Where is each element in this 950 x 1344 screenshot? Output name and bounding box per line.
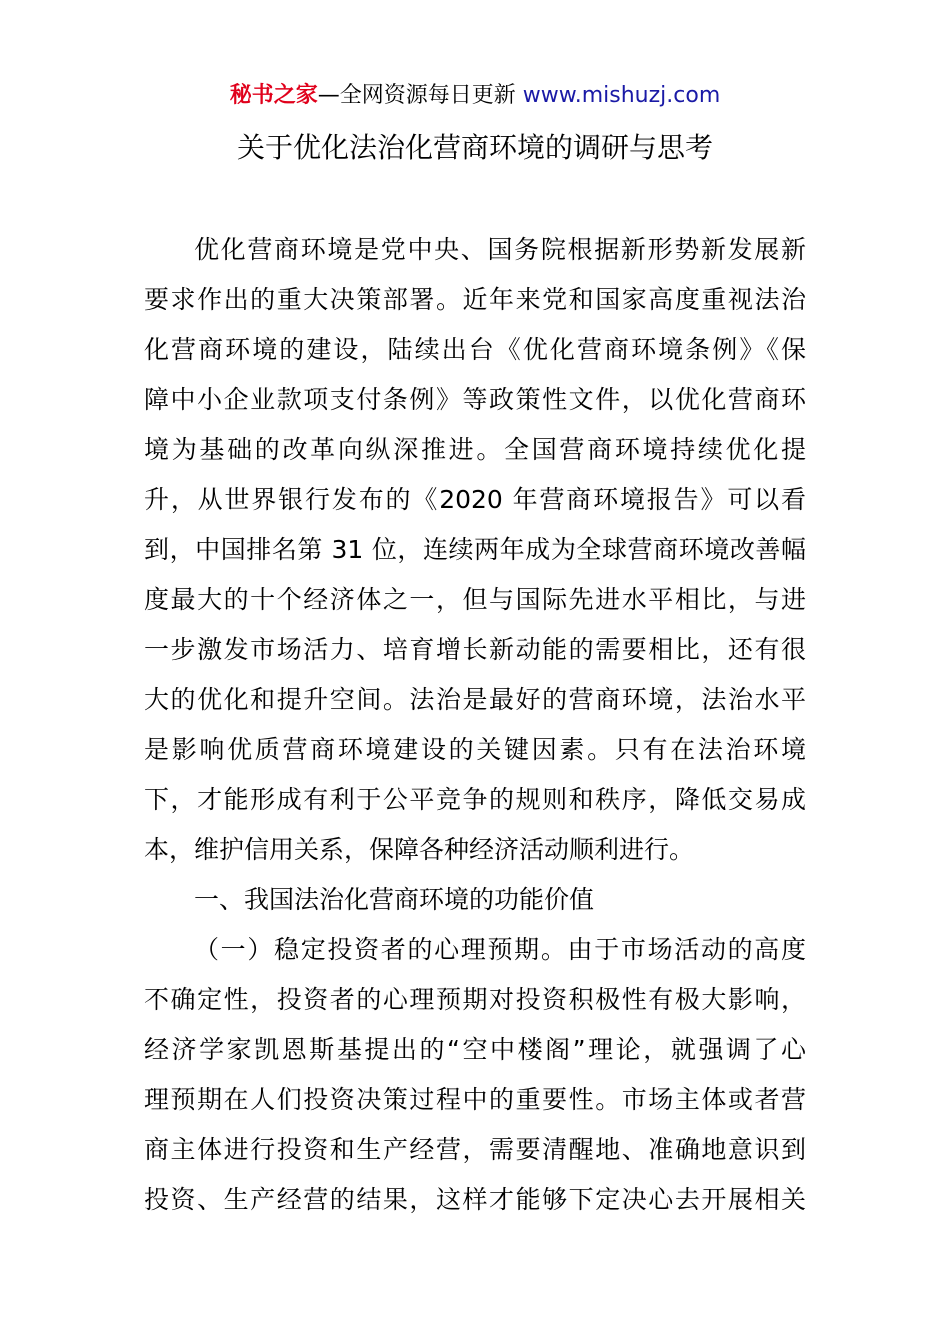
body-text-line: 经济学家凯恩斯基提出的“空中楼阁”理论，就强调了心 — [144, 1035, 806, 1064]
body-text-line: 是影响优质营商环境建设的关键因素。只有在法治环境 — [144, 735, 806, 764]
body-text-line: 到，中国排名第 31 位，连续两年成为全球营商环境改善幅 — [144, 535, 806, 564]
document-title: 关于优化法治化营商环境的调研与思考 — [236, 131, 713, 164]
body-text-line: 不确定性，投资者的心理预期对投资积极性有极大影响， — [144, 985, 806, 1014]
body-text-line: 理预期在人们投资决策过程中的重要性。市场主体或者营 — [144, 1085, 806, 1114]
site-url-link[interactable]: www.mishuzj.com — [522, 83, 721, 108]
subsection-heading-line: （一）稳定投资者的心理预期。由于市场活动的高度 — [194, 935, 806, 964]
body-text-line: 下，才能形成有利于公平竞争的规则和秩序，降低交易成 — [144, 785, 806, 814]
body-text-line: 投资、生产经营的结果，这样才能够下定决心去开展相关 — [144, 1185, 806, 1214]
body-text-line: 优化营商环境是党中央、国务院根据新形势新发展新 — [194, 235, 806, 264]
body-text-line: 障中小企业款项支付条例》等政策性文件，以优化营商环 — [144, 385, 806, 414]
body-text-line: 化营商环境的建设，陆续出台《优化营商环境条例》《保 — [144, 335, 806, 364]
body-text-line: 本，维护信用关系，保障各种经济活动顺利进行。 — [144, 835, 695, 864]
body-text-line: 升，从世界银行发布的《2020 年营商环境报告》可以看 — [144, 485, 806, 514]
section-heading: 一、我国法治化营商环境的功能价值 — [194, 885, 595, 914]
body-text-line: 要求作出的重大决策部署。近年来党和国家高度重视法治 — [144, 285, 806, 314]
body-text-line: 境为基础的改革向纵深推进。全国营商环境持续优化提 — [144, 435, 806, 464]
body-text-line: 一步激发市场活力、培育增长新动能的需要相比，还有很 — [144, 635, 806, 664]
brand-name: 秘书之家 — [229, 83, 318, 108]
body-text-line: 大的优化和提升空间。法治是最好的营商环境，法治水平 — [144, 685, 806, 714]
site-tagline: —全网资源每日更新 — [317, 83, 523, 108]
site-header — [0, 80, 950, 112]
body-text-line: 度最大的十个经济体之一，但与国际先进水平相比，与进 — [144, 585, 806, 614]
body-text-line: 商主体进行投资和生产经营，需要清醒地、准确地意识到 — [144, 1135, 806, 1164]
